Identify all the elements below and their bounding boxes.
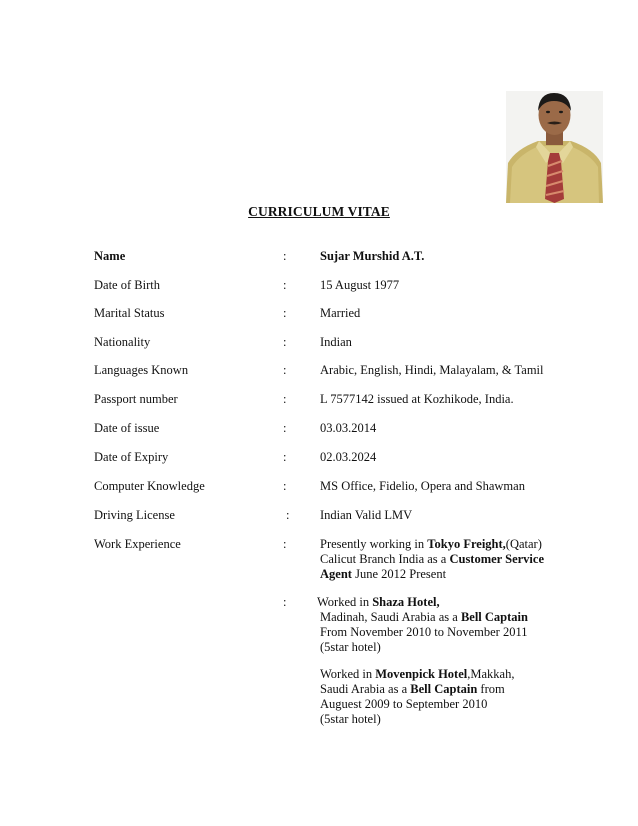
work-text: from [477,682,505,696]
work-entry [317,595,617,610]
field-label: Languages Known [94,363,189,377]
field-label: Date of issue [94,421,160,435]
field-value: MS Office, Fidelio, Opera and Shawman [320,479,525,493]
field-value: 03.03.2014 [320,421,377,435]
profile-photo [506,91,603,203]
company-name: Tokyo Freight, [427,537,506,551]
field-colon: : [283,479,287,493]
field-colon: : [283,392,287,406]
field-colon: : [286,508,290,522]
field-label: Passport number [94,392,178,406]
work-entry-line [317,595,617,610]
work-text: (Qatar) [505,537,542,551]
work-entry-line [320,567,620,582]
work-text: Saudi Arabia as a [320,682,411,696]
work-entry-line: From November 2010 to November 2011 [320,625,528,639]
field-value: Married [320,306,361,320]
field-value: L 7577142 issued at Kozhikode, India. [320,392,514,406]
work-entry-line [320,552,620,567]
field-value: Arabic, English, Hindi, Malayalam, & Tamil [320,363,544,377]
field-label: Driving License [94,508,175,522]
field-colon: : [283,249,287,263]
field-label: Computer Knowledge [94,479,205,493]
work-entry-line: Auguest 2009 to September 2010 [320,697,488,711]
work-entry-line [320,610,620,625]
field-colon: : [283,450,287,464]
work-text: Worked in [317,595,373,609]
field-label: Name [94,249,126,263]
field-value: 02.03.2024 [320,450,377,464]
field-value: Indian [320,335,352,349]
field-colon: : [283,278,287,292]
field-value: Sujar Murshid A.T. [320,249,425,263]
field-colon: : [283,537,287,551]
field-colon: : [283,335,287,349]
work-entry-line [320,537,620,552]
field-label: Nationality [94,335,151,349]
work-text: Presently working in [320,537,428,551]
field-colon: : [283,363,287,377]
job-role: Customer Service [449,552,544,566]
work-entry-line: (5star hotel) [320,712,381,726]
work-entry [320,667,620,727]
work-entry [320,537,620,582]
job-role: Bell Captain [410,682,478,696]
work-entry-line [320,667,620,682]
work-text: June 2012 Present [351,567,447,581]
field-label: Marital Status [94,306,165,320]
work-text: Calicut Branch India as a [320,552,450,566]
field-label: Date of Expiry [94,450,169,464]
field-label: Work Experience [94,537,181,551]
job-role: Agent [320,567,352,581]
field-colon: : [283,421,287,435]
job-role: Bell Captain [460,610,528,624]
field-colon: : [283,595,287,609]
field-label: Date of Birth [94,278,160,292]
field-value: Indian Valid LMV [320,508,413,522]
field-colon: : [283,306,287,320]
work-text: ,Makkah, [467,667,515,681]
work-entry [320,610,620,655]
company-name: Movenpick Hotel [375,667,468,681]
document-title: CURRICULUM VITAE [248,204,390,219]
work-entry-line: (5star hotel) [320,640,381,654]
company-name: Shaza Hotel, [372,595,440,609]
field-value: 15 August 1977 [320,278,400,292]
work-entry-line [320,682,620,697]
work-text: Madinah, Saudi Arabia as a [320,610,461,624]
work-text: Worked in [320,667,376,681]
